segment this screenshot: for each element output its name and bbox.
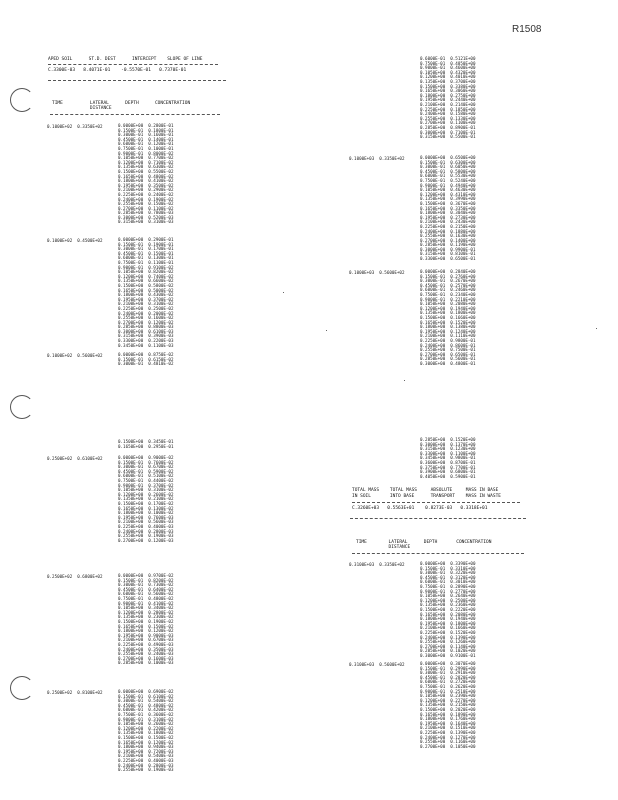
data-row: 0.7500E-01 0.3600E-02 [118, 711, 174, 717]
data-row: 0.2400E+00 0.1270E+00 [420, 734, 476, 740]
data-row: 0.0000E+00 0.3390E+00 [420, 561, 476, 566]
data-row: 0.2550E+00 0.1500E-02 [118, 201, 174, 207]
data-row: 0.2550E+00 0.7500E-01 [420, 347, 476, 353]
data-row: 0.6000E-01 0.2460E+00 [420, 287, 476, 293]
data-row: 0.1650E+00 0.3060E+00 [420, 88, 476, 94]
data-row: 0.2700E+00 0.1200E-02 [118, 319, 174, 325]
data-row: 0.1650E+00 0.3350E+00 [420, 205, 476, 211]
data-row: 0.1500E-01 0.2760E+00 [420, 273, 476, 279]
data-row: 0.1200E+00 0.2270E+00 [420, 697, 476, 703]
data-row: 0.6000E-01 0.2720E+00 [420, 679, 476, 685]
data-row: 0.3000E-01 0.5400E-02 [118, 698, 174, 704]
data-row: 0.0000E+00 0.9700E-02 [118, 573, 174, 578]
data-row: 0.1350E+00 0.1800E+00 [420, 310, 476, 316]
data-row: 0.1950E+00 0.2440E+00 [420, 97, 476, 103]
data-row: 0.6000E-01 0.5100E-02 [118, 473, 174, 479]
data-row: 0.1800E+00 0.9400E-03 [118, 744, 174, 750]
data-row: 0.0000E+00 0.2900E-01 [118, 237, 174, 242]
data-row: 0.2700E+00 0.1600E-03 [118, 655, 174, 661]
data-row: 0.1800E+00 0.1000E-02 [118, 510, 174, 516]
data-row: 0.2850E+00 0.8900E-01 [420, 124, 476, 130]
data-row: 0.1800E+00 0.1380E+00 [420, 324, 476, 330]
data-row: 0.3150E+00 0.5500E-01 [420, 134, 476, 140]
data-row: 0.1650E+00 0.2950E-01 [118, 443, 174, 449]
binder-hole-bottom [10, 676, 34, 700]
data-row: 0.9000E-01 0.4600E+00 [420, 65, 476, 71]
data-row: 0.3000E-01 0.3220E+00 [420, 570, 476, 576]
data-row: 0.1500E-01 0.6100E-02 [118, 693, 174, 699]
data-row: 0.9000E-01 0.2510E+00 [420, 688, 476, 694]
block1-rows [118, 124, 173, 225]
soil-summary-values: C.3300E-03 8.4071E-01 -0.5570E-01 0.7370E-01 [48, 68, 187, 73]
data-row: 0.6000E-01 0.1300E-01 [118, 255, 174, 261]
data-row: 0.0000E+00 0.8750E-02 [118, 352, 174, 357]
data-row: 0.2100E+00 0.2900E-02 [118, 187, 174, 193]
data-row: 0.2850E+00 0.1520E+00 [420, 437, 476, 442]
data-row: 0.4500E-01 0.3120E+00 [420, 574, 476, 580]
data-row: 0.2100E+00 0.5600E-03 [118, 519, 174, 525]
data-row: 0.3450E+00 0.9800E-01 [420, 455, 476, 461]
data-row: 0.1650E+00 0.1520E+00 [420, 319, 476, 325]
block2-time-distance: 0.1000E+02 0.4500E+02 [47, 238, 103, 243]
data-row: 0.2550E+00 0.1900E-03 [118, 767, 174, 773]
right-table-header: TIME LATERAL DEPTH CONCENTRATION [356, 540, 492, 545]
data-row: 0.1350E+00 0.2360E+00 [420, 602, 476, 608]
data-row: 0.1350E+00 0.1800E-02 [118, 730, 174, 736]
data-row: 0.4500E-01 0.5900E-02 [118, 468, 174, 474]
data-row: 0.3000E-01 0.6050E+00 [420, 164, 476, 170]
data-row: 0.2700E+00 0.1400E+00 [420, 237, 476, 243]
data-row: 0.2100E+00 0.1660E+00 [420, 625, 476, 631]
data-row: 0.2550E+00 0.2400E-03 [118, 651, 174, 657]
data-row: 0.1650E+00 0.2080E+00 [420, 611, 476, 617]
data-row: 0.2100E+00 0.2430E+00 [420, 219, 476, 225]
data-row: 0.2250E+00 0.9800E-01 [420, 337, 476, 343]
data-row: 0.1500E+00 0.2220E+00 [420, 606, 476, 612]
data-row: 0.1950E+00 0.7200E-03 [118, 748, 174, 754]
data-row: 0.2850E+00 0.1190E+00 [420, 242, 476, 248]
data-row: 0.4500E-01 0.5800E+00 [420, 168, 476, 174]
data-row: 0.2100E+00 0.1110E+00 [420, 333, 476, 339]
data-row: 0.1350E+00 0.2300E-02 [118, 614, 174, 620]
data-row: 0.0000E+00 0.2800E-01 [118, 123, 174, 128]
right-block6-time-distance: 0.3100E+03 0.5600E+02 [349, 662, 405, 667]
data-row: 0.2400E+00 0.1390E+00 [420, 634, 476, 640]
data-row: 0.1500E-01 0.6150E-02 [118, 356, 174, 362]
data-row: 0.2250E+00 0.2500E-02 [118, 305, 174, 311]
data-row: 0.1200E+00 0.2600E-02 [118, 491, 174, 497]
data-row: 0.2550E+00 0.1600E-02 [118, 315, 174, 321]
data-row: 0.0000E+00 0.6900E-02 [118, 689, 174, 694]
soil-summary-header: APED SOIL ST.D. DEST INTERCEPT SLOPE OF LINE [48, 57, 203, 62]
data-row: 0.2700E+00 0.6500E-01 [420, 351, 476, 357]
data-row: 0.1050E+00 0.2390E+00 [420, 693, 476, 699]
data-row: 0.9000E-01 0.3100E-02 [118, 716, 174, 722]
right-block4-rows [420, 438, 475, 479]
data-row: 0.2250E+00 0.1850E+00 [420, 106, 476, 112]
data-row: 0.6000E-01 0.4200E-02 [118, 707, 174, 713]
data-row: 0.1200E+00 0.4310E+00 [420, 191, 476, 197]
data-row: 0.2850E+00 0.1000E-03 [118, 660, 174, 666]
data-row: 0.9000E-01 0.8000E-02 [118, 150, 174, 156]
data-row: 0.4500E-01 0.2570E+00 [420, 282, 476, 288]
data-row: 0.1950E+00 0.3700E-02 [118, 296, 174, 302]
data-row: 0.2700E+00 0.1140E+00 [420, 643, 476, 649]
data-row: 0.3000E-01 0.4810E-02 [118, 361, 174, 367]
data-row: 0.3000E+00 0.9900E-01 [420, 246, 476, 252]
data-row: 0.1050E+00 0.4630E+00 [420, 187, 476, 193]
data-row: 0.2100E+00 0.3100E-02 [118, 301, 174, 307]
data-row: 0.2700E+00 0.1100E-02 [118, 205, 174, 211]
block7-rows [118, 690, 173, 773]
data-row: 0.2100E+00 0.2140E+00 [420, 101, 476, 107]
header-underline [48, 64, 218, 65]
mass-summary-header: TOTAL MASS TOTAL MASS ABSOLUTE MASS IN BASE [352, 488, 499, 493]
data-row: 0.1500E+00 0.1700E-02 [118, 500, 174, 506]
data-row: 0.1500E+00 0.3380E+00 [420, 83, 476, 89]
data-row: 0.1500E+00 0.1900E-02 [118, 618, 174, 624]
data-row: 0.2700E+00 0.1200E-03 [118, 537, 174, 543]
right-block5-rows [420, 562, 475, 658]
data-row: 0.1350E+00 0.6300E-02 [118, 164, 174, 170]
data-row: 0.3000E+00 0.5200E-03 [118, 214, 174, 220]
block4-rows [118, 440, 173, 449]
data-row: 0.2250E+00 0.1390E+00 [420, 729, 476, 735]
data-row: 0.2400E+00 0.2000E-02 [118, 310, 174, 316]
data-row: 0.1500E+00 0.1660E+00 [420, 314, 476, 320]
right-block2-time-distance: 0.1000E+03 0.3350E+02 [349, 156, 405, 161]
data-row: 0.1950E+00 0.3500E-02 [118, 182, 174, 188]
data-row: 0.7500E-01 0.4400E-02 [118, 477, 174, 483]
data-row: 0.1050E+00 0.7700E-02 [118, 155, 174, 161]
data-row: 0.1650E+00 0.1300E-02 [118, 505, 174, 511]
data-row: 0.7500E-01 0.4850E+00 [420, 60, 476, 66]
data-row: 0.2400E+00 0.3500E-03 [118, 646, 174, 652]
data-row: 0.6000E-01 0.3010E+00 [420, 579, 476, 585]
data-row: 0.2100E+00 0.1510E+00 [420, 725, 476, 731]
data-row: 0.1500E+00 0.5500E-02 [118, 168, 174, 174]
data-row: 0.3000E-01 0.2670E+00 [420, 278, 476, 284]
data-row: 0.9000E-01 0.4940E+00 [420, 182, 476, 188]
data-row: 0.6000E-01 0.5530E+00 [420, 173, 476, 179]
data-row: 0.7500E-01 0.2340E+00 [420, 291, 476, 297]
data-row: 0.1800E+00 0.4300E-02 [118, 292, 174, 298]
block5-rows [118, 456, 173, 543]
data-row: 0.1950E+00 0.1240E+00 [420, 328, 476, 334]
data-row: 0.1950E+00 0.1800E+00 [420, 620, 476, 626]
data-row: 0.1800E+00 0.3040E+00 [420, 210, 476, 216]
data-row: 0.2250E+00 0.1520E+00 [420, 629, 476, 635]
data-row: 0.1200E+00 0.4010E+00 [420, 74, 476, 80]
data-row: 0.3150E+00 0.3900E-03 [118, 333, 174, 339]
data-row: 0.2400E+00 0.2800E-03 [118, 762, 174, 768]
data-row: 0.7500E-01 0.5240E+00 [420, 177, 476, 183]
table-header-subline: DISTANCE [52, 106, 112, 111]
block1-time-distance: 0.1000E+02 0.3350E+02 [47, 124, 103, 129]
data-row: 0.0000E+00 0.2840E+00 [420, 269, 476, 274]
data-row: 0.2400E+00 0.1900E-02 [118, 196, 174, 202]
data-row: 0.3900E+00 0.6800E-01 [420, 469, 476, 475]
data-row: 0.4500E-01 0.4800E-02 [118, 702, 174, 708]
right-section-divider [350, 518, 526, 519]
data-row: 0.2250E+00 0.4900E-03 [118, 641, 174, 647]
data-row: 0.3000E+00 0.6100E-03 [118, 328, 174, 334]
table-header-rule [50, 114, 220, 115]
data-row: 0.1800E+00 0.4100E-02 [118, 178, 174, 184]
block3-time-distance: 0.1000E+02 0.5600E+02 [47, 353, 103, 358]
data-row: 0.3000E-01 0.7300E-02 [118, 582, 174, 588]
block3-rows [118, 353, 173, 367]
data-row: 0.4500E-01 0.2820E+00 [420, 674, 476, 680]
data-row: 0.1500E-01 0.2990E+00 [420, 665, 476, 671]
data-row: 0.1200E+00 0.2200E-02 [118, 725, 174, 731]
data-row: 0.9000E-01 0.2770E+00 [420, 588, 476, 594]
data-row: 0.1650E+00 0.1890E+00 [420, 711, 476, 717]
data-row: 0.3000E-01 0.1600E-01 [118, 132, 174, 138]
data-row: 0.1350E+00 0.3990E+00 [420, 196, 476, 202]
data-row: 0.1050E+00 0.4320E+00 [420, 69, 476, 75]
data-row: 0.0000E+00 0.6500E+00 [420, 155, 476, 160]
data-row: 0.6000E-01 0.5121E+00 [420, 56, 476, 61]
data-row: 0.1500E-01 0.3310E+00 [420, 565, 476, 571]
mass-summary-subheader: IN SOIL INTO BASE TRANSPORT MASS IN WASTE [352, 494, 502, 499]
right-table-rule [352, 553, 524, 554]
data-row: 0.7500E-01 0.1000E-01 [118, 145, 174, 151]
data-row: 0.3000E-01 0.6700E-02 [118, 464, 174, 470]
mass-summary-values: C.3260E+03 0.5563E+01 0.8273E-03 0.3318E+01 [352, 506, 488, 511]
data-row: 0.3000E+00 0.9100E-01 [420, 652, 476, 658]
data-row: 0.3000E+00 0.1370E+00 [420, 441, 476, 447]
data-row: 0.3000E-01 0.2910E+00 [420, 670, 476, 676]
data-row: 0.3000E-01 0.1700E-01 [118, 246, 174, 252]
data-row: 0.6000E-01 0.5600E-02 [118, 591, 174, 597]
data-row: 0.1200E+00 0.2800E-02 [118, 609, 174, 615]
data-row: 0.1650E+00 0.5000E-02 [118, 287, 174, 293]
data-row: 0.1050E+00 0.3400E-02 [118, 605, 174, 611]
data-row: 0.1800E+00 0.2750E+00 [420, 92, 476, 98]
right-block2-rows [420, 156, 475, 262]
right-block3-time-distance: 0.1000E+03 0.5600E+02 [349, 270, 405, 275]
data-row: 0.1200E+00 0.2500E+00 [420, 597, 476, 603]
data-row: 0.2400E+00 0.1880E+00 [420, 228, 476, 234]
data-row: 0.3450E+00 0.1100E-03 [118, 342, 174, 348]
data-row: 0.1350E+00 0.3700E+00 [420, 78, 476, 84]
data-row: 0.1500E-01 0.7600E-02 [118, 459, 174, 465]
data-row: 0.2700E+00 0.1100E+00 [420, 120, 476, 126]
data-row: 0.2550E+00 0.1260E+00 [420, 639, 476, 645]
data-row: 0.2250E+00 0.2150E+00 [420, 223, 476, 229]
data-row: 0.3150E+00 0.3100E-03 [118, 219, 174, 225]
data-row: 0.1500E+00 0.5800E-02 [118, 282, 174, 288]
data-row: 0.1800E+00 0.1760E+00 [420, 716, 476, 722]
data-row: 0.9000E-01 0.9100E-02 [118, 264, 174, 270]
data-row: 0.3600E+00 0.8700E-01 [420, 459, 476, 465]
data-row: 0.1950E+00 0.9000E-03 [118, 632, 174, 638]
right-block3-rows [420, 270, 475, 366]
data-row: 0.9000E-01 0.4100E-02 [118, 600, 174, 606]
data-row: 0.2100E+00 0.5400E-03 [118, 753, 174, 759]
data-row: 0.3150E+00 0.1230E+00 [420, 446, 476, 452]
data-row: 0.1650E+00 0.1200E-02 [118, 739, 174, 745]
data-row: 0.2250E+00 0.4000E-03 [118, 523, 174, 529]
data-row: 0.1950E+00 0.1640E+00 [420, 720, 476, 726]
data-row: 0.1500E-01 0.8200E-02 [118, 577, 174, 583]
data-row: 0.2550E+00 0.1900E-03 [118, 533, 174, 539]
data-row: 0.2250E+00 0.2400E-02 [118, 191, 174, 197]
data-row: 0.3150E+00 0.8100E-01 [420, 251, 476, 257]
data-row: 0.1500E+00 0.3450E-01 [118, 439, 174, 444]
data-row: 0.1800E+00 0.1200E-02 [118, 628, 174, 634]
data-row: 0.9000E-01 0.3700E-02 [118, 482, 174, 488]
block5-time-distance: 0.2500E+02 0.6100E+02 [47, 456, 103, 461]
data-row: 0.4050E+00 0.5900E-01 [420, 473, 476, 479]
data-row: 0.6000E-01 0.1200E-01 [118, 141, 174, 147]
scan-speck [596, 328, 597, 329]
data-row: 0.1500E+00 0.1500E-02 [118, 734, 174, 740]
data-row: 0.1500E-01 0.1900E-01 [118, 241, 174, 247]
data-row: 0.2850E+00 0.5600E-01 [420, 356, 476, 362]
data-row: 0.1050E+00 0.2600E-02 [118, 721, 174, 727]
data-row: 0.1200E+00 0.7400E-02 [118, 273, 174, 279]
data-row: 0.0000E+00 0.3070E+00 [420, 661, 476, 666]
data-row: 0.7500E-01 0.2890E+00 [420, 583, 476, 589]
scan-speck [404, 380, 405, 381]
data-row: 0.1050E+00 0.2640E+00 [420, 593, 476, 599]
data-row: 0.2850E+00 0.7800E-03 [118, 210, 174, 216]
data-row: 0.3000E+00 0.4800E-01 [420, 360, 476, 366]
data-row: 0.7500E-01 0.2620E+00 [420, 683, 476, 689]
data-row: 0.3000E+00 0.7100E-01 [420, 129, 476, 135]
block6-rows [118, 574, 173, 666]
data-row: 0.2400E+00 0.1580E+00 [420, 111, 476, 117]
data-row: 0.2550E+00 0.1160E+00 [420, 739, 476, 745]
right-block6-rows [420, 662, 475, 749]
block2-rows [118, 238, 173, 348]
data-row: 0.1500E-01 0.6300E+00 [420, 159, 476, 165]
data-row: 0.2100E+00 0.6700E-03 [118, 637, 174, 643]
block7-time-distance: 0.2500E+02 0.8100E+02 [47, 690, 103, 695]
data-row: 0.1050E+00 0.2080E+00 [420, 301, 476, 307]
data-row: 0.2400E+00 0.8600E-01 [420, 342, 476, 348]
data-row: 0.2250E+00 0.4000E-03 [118, 757, 174, 763]
data-row: 0.1050E+00 0.3100E-02 [118, 487, 174, 493]
section-divider [48, 80, 226, 81]
data-row: 0.3300E+00 0.1100E+00 [420, 450, 476, 456]
data-row: 0.1350E+00 0.2150E+00 [420, 702, 476, 708]
data-row: 0.4500E-01 0.6400E-02 [118, 586, 174, 592]
data-row: 0.3300E+00 0.6500E-01 [420, 256, 476, 262]
data-row: 0.2850E+00 0.1020E+00 [420, 648, 476, 654]
right-table-subheader: DISTANCE [356, 545, 411, 550]
data-row: 0.1350E+00 0.2100E-02 [118, 496, 174, 502]
document-reference-number: R1508 [512, 24, 542, 35]
data-row: 0.1950E+00 0.7600E-03 [118, 514, 174, 520]
data-row: 0.3300E+00 0.2200E-03 [118, 338, 174, 344]
data-row: 0.2550E+00 0.1630E+00 [420, 233, 476, 239]
data-row: 0.2400E+00 0.2800E-03 [118, 528, 174, 534]
right-block5-time-distance: 0.3100E+03 0.3350E+02 [349, 562, 405, 567]
data-row: 0.7500E-01 0.1100E-01 [118, 259, 174, 265]
data-row: 0.2850E+00 0.8800E-03 [118, 324, 174, 330]
table-header-columns: TIME LATERAL DEPTH CONCENTRATION [52, 101, 191, 106]
mass-summary-rule [352, 502, 520, 503]
data-row: 0.1800E+00 0.1940E+00 [420, 616, 476, 622]
binder-hole-middle [10, 395, 34, 419]
data-row: 0.2550E+00 0.1330E+00 [420, 115, 476, 121]
data-row: 0.4500E-01 0.1500E-01 [118, 250, 174, 256]
data-row: 0.1500E+00 0.2020E+00 [420, 706, 476, 712]
scan-speck [326, 330, 327, 331]
data-row: 0.1500E-01 0.1800E-01 [118, 127, 174, 133]
data-row: 0.1500E+00 0.3670E+00 [420, 200, 476, 206]
data-row: 0.1050E+00 0.8200E-02 [118, 269, 174, 275]
data-row: 0.0000E+00 0.9000E-02 [118, 455, 174, 460]
data-row: 0.2700E+00 0.1050E+00 [420, 743, 476, 749]
right-block1-rows [420, 57, 475, 140]
data-row: 0.7500E-01 0.4800E-02 [118, 595, 174, 601]
scan-speck [283, 292, 284, 293]
data-row: 0.1650E+00 0.4800E-02 [118, 173, 174, 179]
data-row: 0.3750E+00 0.7700E-01 [420, 464, 476, 470]
data-row: 0.1200E+00 0.7100E-02 [118, 159, 174, 165]
data-row: 0.1200E+00 0.1940E+00 [420, 305, 476, 311]
data-row: 0.1650E+00 0.1500E-02 [118, 623, 174, 629]
data-row: 0.9000E-01 0.2210E+00 [420, 296, 476, 302]
block6-time-distance: 0.2500E+02 0.6800E+02 [47, 574, 103, 579]
binder-hole-top [10, 88, 34, 112]
data-row: 0.4500E-01 0.1400E-01 [118, 136, 174, 142]
data-row: 0.1350E+00 0.6600E-02 [118, 278, 174, 284]
data-row: 0.1950E+00 0.2730E+00 [420, 214, 476, 220]
